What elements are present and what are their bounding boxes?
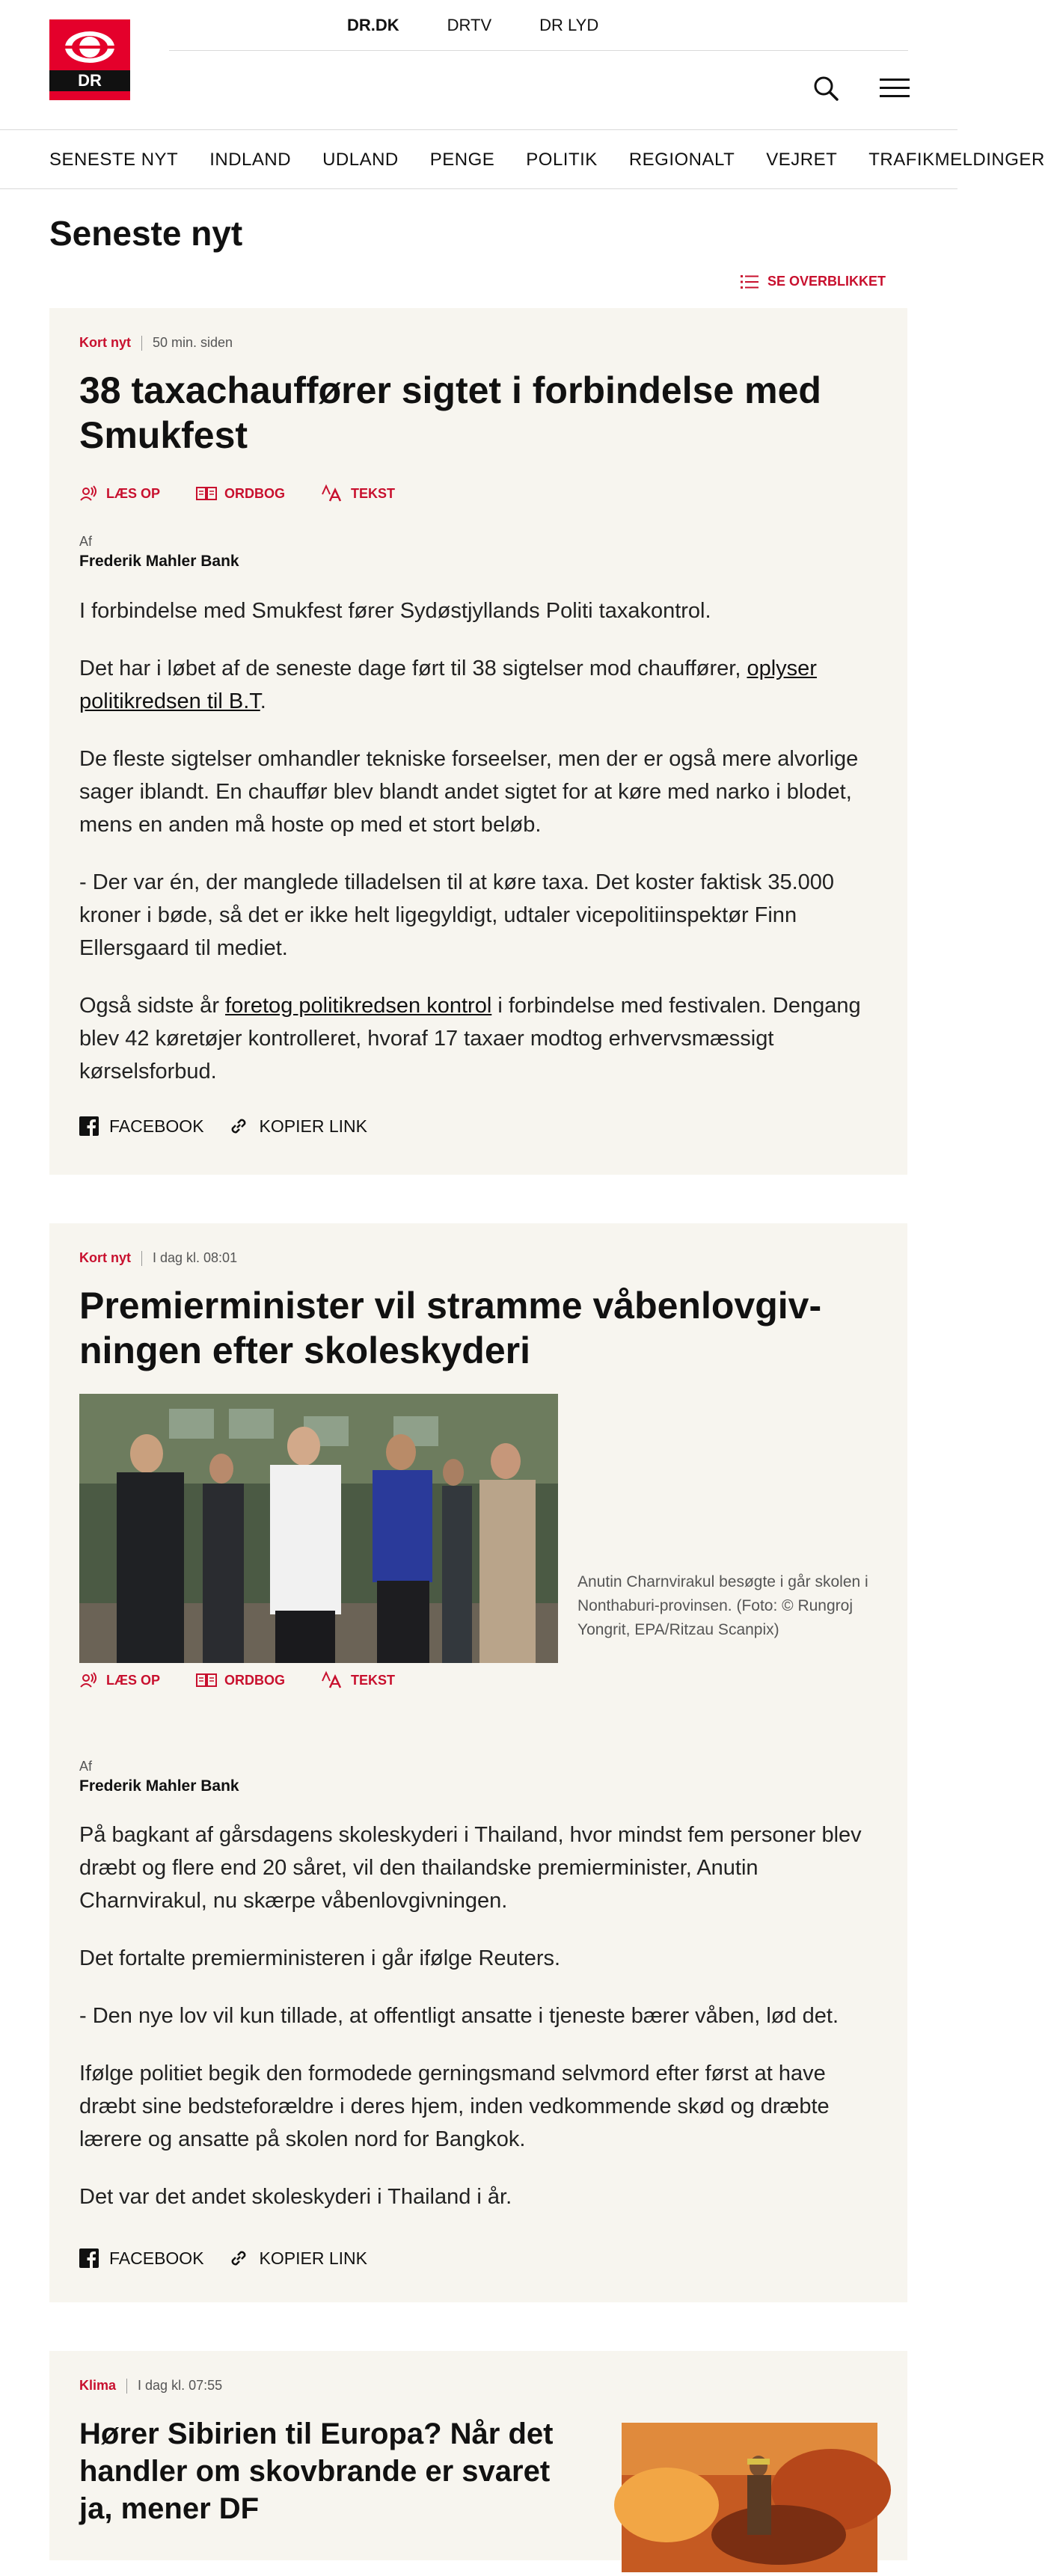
byline-author[interactable]: Frederik Mahler Bank	[79, 553, 239, 570]
article-meta	[79, 1250, 877, 1266]
secnav-item-seneste-nyt[interactable]: SENESTE NYT	[49, 150, 179, 170]
source-link[interactable]: oplyser politikredsen til B.T	[79, 657, 817, 713]
photo-illustration	[79, 1394, 558, 1663]
photo-caption: Anutin Charnvirakul besøgte i går skolen i Nonthaburi-provinsen. (Foto: © Rungroj Yongrit, EPA/Ritzau Scanpix)	[577, 1573, 868, 1638]
paragraph: Det fortalte premierministeren i går ifølge Reuters.	[79, 1946, 561, 1970]
text-size-label: TEKST	[351, 1672, 396, 1688]
article-category[interactable]: Klima	[79, 2378, 117, 2393]
article-meta	[79, 2378, 877, 2394]
byline-author[interactable]: Frederik Mahler Bank	[79, 1777, 239, 1795]
article-photo[interactable]	[79, 1394, 558, 1663]
read-aloud-button[interactable]	[79, 485, 160, 502]
article-tools	[79, 485, 877, 502]
paragraph: Det var det andet skoleskyderi i Thailand i år.	[79, 2185, 512, 2209]
byline-label: Af	[79, 1759, 93, 1774]
share-facebook-button[interactable]	[79, 2248, 204, 2269]
article-category[interactable]: Kort nyt	[79, 1250, 131, 1265]
share-bar	[79, 1116, 877, 1137]
secnav-item-indland[interactable]: INDLAND	[209, 150, 292, 170]
article-time: I dag kl. 07:55	[138, 2378, 223, 2393]
paragraph: - Den nye lov vil kun tillade, at offentligt ansatte i tjeneste bærer våben, lød det.	[79, 2004, 839, 2028]
article-time: 50 min. siden	[153, 335, 233, 350]
wildfire-photo	[622, 2423, 877, 2572]
text-size-button[interactable]	[321, 485, 395, 502]
paragraph: Ifølge politiet begik den formodede gerningsmand selvmord efter først at have dræbt sine bedsteforældre i deres hjem, inden vedkommende skød og dræbte lærere og ansatte på skolen nord for Bangkok.	[79, 2062, 830, 2151]
text-span: Også sidste år	[79, 994, 226, 1018]
news-article	[49, 308, 907, 1175]
source-link[interactable]: foretog politikredsen kontrol	[225, 994, 492, 1018]
article-body	[79, 594, 877, 1113]
copy-link-label: KOPIER LINK	[259, 2248, 367, 2268]
dictionary-button[interactable]	[196, 1672, 285, 1688]
text-size-icon	[321, 485, 343, 502]
share-facebook-button[interactable]	[79, 1116, 204, 1137]
article-headline[interactable]: 38 taxachauffører sigtet i forbindelse med Smukfest	[79, 369, 821, 456]
text-span: Det har i løbet af de seneste dage ført til 38 sigtelser mod chauffører,	[79, 657, 747, 680]
article-headline[interactable]: Hører Sibirien til Europa? Når det handler om skovbrande er svaret ja, mener DF	[79, 2417, 554, 2525]
article-tools	[79, 1672, 877, 1688]
overview-button[interactable]	[741, 274, 886, 289]
read-aloud-label: LÆS OP	[106, 1672, 161, 1688]
article-headline[interactable]: Premierminister vil stramme våbenlovgivningen efter skoleskyderi	[79, 1285, 822, 1371]
dr-logo[interactable]	[49, 19, 130, 100]
page-title: Seneste nyt	[49, 214, 243, 253]
paragraph: - Der var én, der manglede tilladelsen til at køre taxa. Det koster faktisk 35.000 kroner i bøde, så det er ikke helt ligegyldigt, udtaler vicepolitiinspektør Finn Ellersgaard til mediet.	[79, 870, 835, 960]
article-body	[79, 1819, 877, 2238]
topnav-drdk[interactable]: DR.DK	[347, 15, 399, 34]
share-bar	[79, 2248, 877, 2269]
paragraph: På bagkant af gårsdagens skoleskyderi i Thailand, hvor mindst fem personer blev dræbt og flere end 20 såret, vil den thailandske premierminister, Anutin Charnvirakul, nu skærpe våbenlovgivningen.	[79, 1823, 862, 1913]
dictionary-label: ORDBOG	[224, 485, 286, 501]
read-aloud-button[interactable]	[79, 1672, 160, 1688]
secnav-item-regionalt[interactable]: REGIONALT	[628, 150, 735, 170]
secnav-item-vejret[interactable]: VEJRET	[766, 150, 838, 170]
list-icon	[741, 274, 759, 289]
news-article	[49, 2351, 907, 2560]
book-icon	[196, 1673, 217, 1688]
share-facebook-label: FACEBOOK	[109, 2248, 204, 2268]
secnav-item-udland[interactable]: UDLAND	[322, 150, 399, 170]
meta-divider	[141, 336, 142, 351]
speaker-icon	[79, 485, 99, 502]
topnav-drlyd[interactable]: DR LYD	[539, 15, 599, 34]
text-size-button[interactable]	[321, 1672, 395, 1688]
section-nav	[0, 131, 1045, 189]
top-nav	[169, 0, 908, 51]
logo-text: DR	[49, 70, 130, 91]
paragraph: I forbindelse med Smukfest fører Sydøstjyllands Politi taxakontrol.	[79, 599, 711, 623]
paragraph	[79, 652, 877, 718]
meta-divider	[126, 2379, 127, 2394]
text-size-icon	[321, 1672, 343, 1688]
facebook-icon	[79, 2248, 99, 2268]
article-category[interactable]: Kort nyt	[79, 335, 131, 350]
secnav-item-trafikmeldinger[interactable]: TRAFIKMELDINGER	[868, 150, 1045, 170]
link-icon	[228, 2248, 249, 2269]
copy-link-button[interactable]	[228, 1116, 367, 1137]
article-meta	[79, 335, 877, 351]
article-time: I dag kl. 08:01	[153, 1250, 238, 1265]
copy-link-button[interactable]	[228, 2248, 367, 2269]
book-icon	[196, 486, 217, 501]
dictionary-button[interactable]	[196, 485, 285, 502]
meta-divider	[141, 1251, 142, 1266]
secnav-item-penge[interactable]: PENGE	[429, 150, 495, 170]
text-size-label: TEKST	[351, 485, 396, 501]
logo-eye-icon	[64, 30, 116, 64]
topnav-drtv[interactable]: DRTV	[447, 15, 492, 34]
copy-link-label: KOPIER LINK	[259, 1116, 367, 1136]
paragraph	[79, 989, 877, 1088]
text-span: i forbindelse med festivalen. Dengang blev 42 køretøjer kontrolleret, hvoraf 17 taxaer modtog erhvervsmæssigt kørselsforbud.	[79, 994, 861, 1083]
text-span: .	[260, 689, 266, 713]
speaker-icon	[79, 1672, 99, 1688]
facebook-icon	[79, 1116, 99, 1136]
dictionary-label: ORDBOG	[224, 1672, 286, 1688]
read-aloud-label: LÆS OP	[106, 485, 161, 501]
byline-label: Af	[79, 534, 93, 549]
overview-label: SE OVERBLIKKET	[767, 274, 886, 289]
search-icon[interactable]	[812, 75, 839, 102]
paragraph: De fleste sigtelser omhandler tekniske forseelser, men der er også mere alvorlige sager iblandt. En chauffør blev blandt andet sigtet for at køre med narko i blodet, mens en anden må hoste op med et stort beløb.	[79, 747, 859, 837]
menu-icon[interactable]	[880, 76, 910, 100]
secnav-item-politik[interactable]: POLITIK	[526, 150, 598, 170]
site-header	[0, 0, 957, 130]
share-facebook-label: FACEBOOK	[109, 1116, 204, 1136]
article-thumbnail[interactable]	[622, 2423, 877, 2572]
news-article	[49, 1223, 907, 2302]
link-icon	[228, 1116, 249, 1137]
